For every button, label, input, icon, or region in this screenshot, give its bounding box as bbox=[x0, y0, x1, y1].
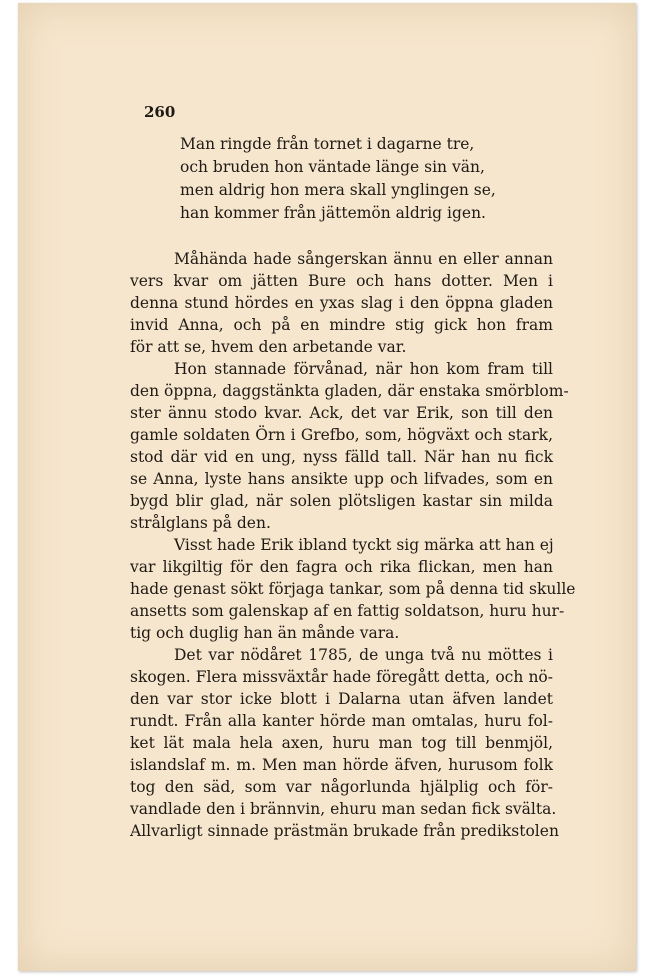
prose-line: Det var nödåret 1785, de unga två nu möttes i bbox=[174, 646, 553, 664]
prose-line: Hon stannade förvånad, när hon kom fram till bbox=[174, 360, 553, 378]
prose-line: ansetts som galenskap af en fattig soldatson, huru hur- bbox=[130, 602, 565, 620]
prose-line: Allvarligt sinnade prästmän brukade från predikstolen bbox=[130, 822, 559, 840]
prose-line: bygd blir glad, när solen plötsligen kastar sin milda bbox=[130, 492, 553, 510]
prose-line: vandlade den i brännvin, ehuru man sedan fick svälta. bbox=[130, 800, 557, 818]
prose-line: för att se, hvem den arbetande var. bbox=[130, 338, 407, 356]
prose-line: strålglans på den. bbox=[130, 514, 271, 532]
prose-line: tog den säd, som var någorlunda hjälplig och för- bbox=[130, 778, 553, 796]
prose-line: vers kvar om jätten Bure och hans dotter. Men i bbox=[130, 272, 553, 290]
prose-line: ster ännu stodo kvar. Ack, det var Erik, son till den bbox=[130, 404, 553, 422]
prose-line: invid Anna, och på en mindre stig gick hon fram bbox=[130, 316, 553, 334]
poem-line: och bruden hon väntade länge sin vän, bbox=[180, 158, 485, 176]
page-number: 260 bbox=[144, 103, 176, 121]
poem-line: men aldrig hon mera skall ynglingen se, bbox=[180, 181, 496, 199]
prose-line: se Anna, lyste hans ansikte upp och lifvades, som en bbox=[130, 470, 553, 488]
prose-line: den öppna, daggstänkta gladen, där enstaka smörblom- bbox=[130, 382, 569, 400]
prose-line: denna stund hördes en yxas slag i den öppna gladen bbox=[130, 294, 553, 312]
prose-line: gamle soldaten Örn i Grefbo, som, högväxt och stark, bbox=[130, 426, 553, 444]
prose-line: Måhända hade sångerskan ännu en eller annan bbox=[174, 250, 553, 268]
prose-line: rundt. Från alla kanter hörde man omtalas, huru fol- bbox=[130, 712, 553, 730]
poem-line: Man ringde från tornet i dagarne tre, bbox=[180, 135, 475, 153]
prose-line: ket lät mala hela axen, huru man tog till benmjöl, bbox=[130, 734, 553, 752]
prose-line: hade genast sökt förjaga tankar, som på denna tid skulle bbox=[130, 580, 576, 598]
prose-line: islandslaf m. m. Men man hörde äfven, hurusom folk bbox=[130, 756, 553, 774]
prose-line: stod där vid en ung, nyss fälld tall. När han nu fick bbox=[130, 448, 553, 466]
prose-line: den var stor icke blott i Dalarna utan äfven landet bbox=[130, 690, 553, 708]
prose-line: tig och duglig han än månde vara. bbox=[130, 624, 400, 642]
poem-line: han kommer från jättemön aldrig igen. bbox=[180, 204, 486, 222]
prose-line: Visst hade Erik ibland tyckt sig märka att han ej bbox=[174, 536, 554, 554]
prose-line: skogen. Flera missväxtår hade föregått detta, och nö- bbox=[130, 668, 553, 686]
prose-line: var likgiltig för den fagra och rika flickan, men han bbox=[130, 558, 553, 576]
